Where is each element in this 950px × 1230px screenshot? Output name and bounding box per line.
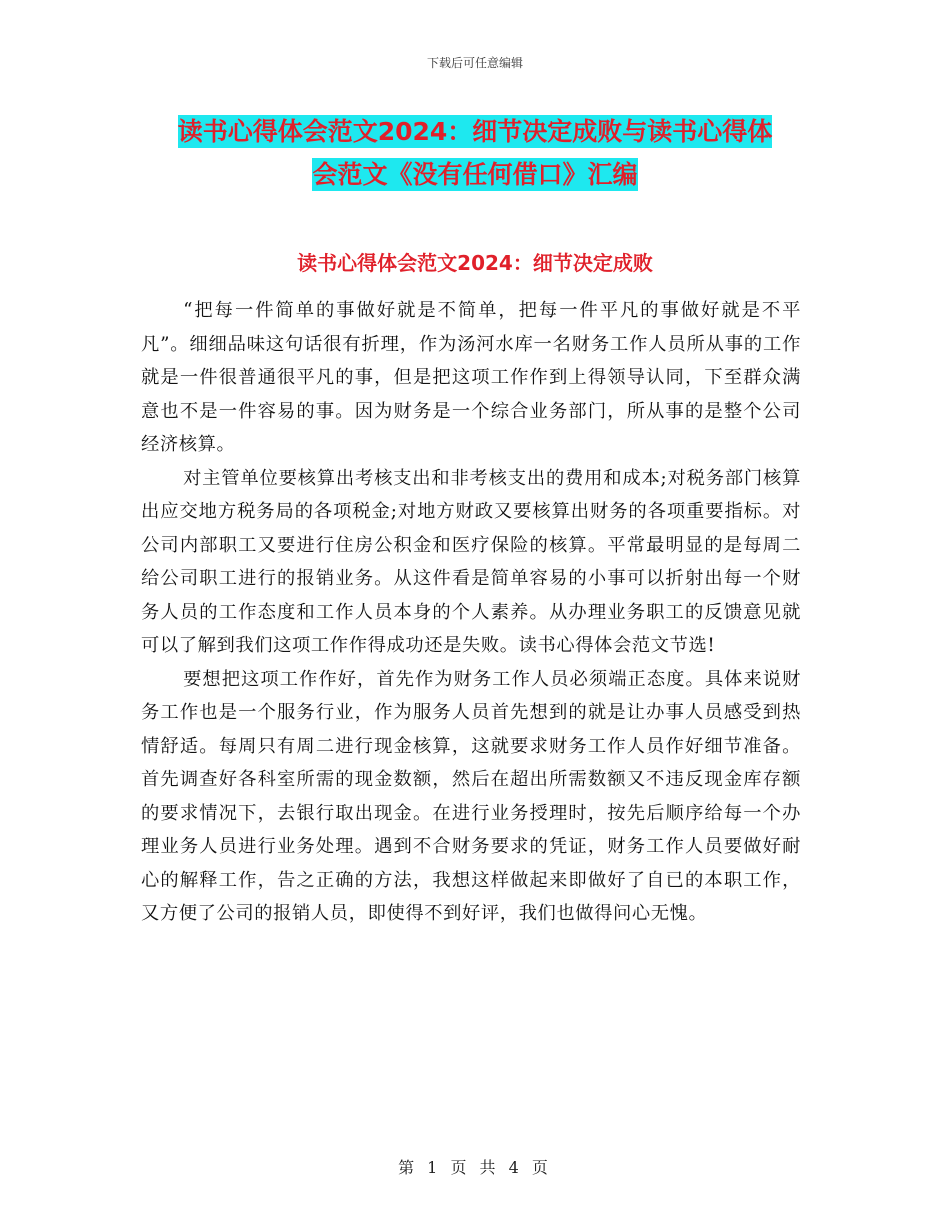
- paragraph: 要想把这项工作作好，首先作为财务工作人员必须端正态度。具体来说财务工作也是一个服务行业，作为服务人员首先想到的就是让办事人员感受到热情舒适。每周只有周二进行现金核算，这就要求财务工作人员作好细节准备。首先调查好各科室所需的现金数额，然后在超出所需数额又不违反现金库存额的要求情况下，去银行取出现金。在进行业务授理时，按先后顺序给每一个办理业务人员进行业务处理。遇到不合财务要求的凭证，财务工作人员要做好耐心的解释工作，告之正确的方法，我想这样做起来即做好了自已的本职工作，又方便了公司的报销人员，即使得不到好评，我们也做得问心无愧。: [141, 668, 801, 924]
- header-note: 下载后可任意编辑: [426, 56, 523, 70]
- document-title-line-2: [0, 157, 950, 193]
- body-text: [141, 294, 801, 931]
- section-title: 读书心得体会范文2024：细节决定成败: [297, 251, 653, 275]
- paragraph: “把每一件简单的事做好就是不简单，把每一件平凡的事做好就是不平凡”。细细品味这句话很有折理，作为汤河水库一名财务工作人员所从事的工作就是一件很普通很平凡的事，但是把这项工作作到上得领导认同，下至群众满意也不是一件容易的事。因为财务是一个综合业务部门，所从事的是整个公司经济核算。: [141, 300, 801, 455]
- page-footer: 第 1 页 共 4 页: [398, 1158, 552, 1177]
- document-title-text-2: 会范文《没有任何借口》汇编: [312, 160, 638, 189]
- document-title-line-1: [0, 114, 950, 150]
- document-title-text-1: 读书心得体会范文2024：细节决定成败与读书心得体: [177, 117, 773, 146]
- paragraph: 对主管单位要核算出考核支出和非考核支出的费用和成本;对税务部门核算出应交地方税务局的各项税金;对地方财政又要核算出财务的各项重要指标。对公司内部职工又要进行住房公积金和医疗保险的核算。平常最明显的是每周二给公司职工进行的报销业务。从这件看是简单容易的小事可以折射出每一个财务人员的工作态度和工作人员本身的个人素养。从办理业务职工的反馈意见就可以了解到我们这项工作作得成功还是失败。读书心得体会范文节选!: [141, 467, 801, 656]
